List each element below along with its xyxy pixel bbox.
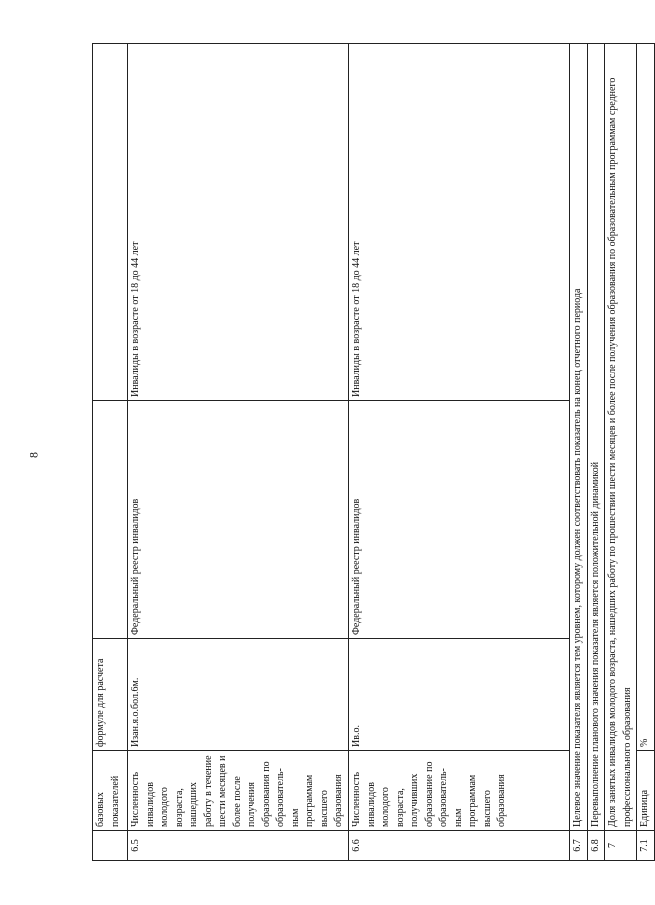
- header-num: [93, 831, 128, 861]
- indicator-name: Численность инвалидов молодого возраста, нашедших работу в течение шести месяцев и более после получения образования по образователь-ным программам высшего образования: [128, 751, 349, 831]
- header-source: [93, 401, 128, 639]
- indicator-name: Численность инвалидов молодого возраста, получивших образование по образователь-ным программам высшего образования: [349, 751, 570, 831]
- table-header-row: [93, 44, 128, 861]
- row-number: 6.6: [349, 831, 570, 861]
- rotated-table-container: [92, 44, 650, 861]
- table-row: [587, 44, 605, 861]
- row-text: Доля занятых инвалидов молодого возраста, нашедших работу по прошествии шести месяцев и более после получения образования по образовательным программам среднего профессионального образования: [605, 44, 637, 831]
- indicator-formula: Ив.о.: [349, 639, 570, 751]
- table-row: [349, 44, 570, 861]
- indicator-formula: Изан.я.о.бол.6м.: [128, 639, 349, 751]
- header-formula: формуле для расчета: [93, 639, 128, 751]
- unit-label: Единица: [637, 751, 655, 831]
- row-text: Целевое значение показателя является тем уровнем, которому должен соответствовать показатель на конец отчетного периода: [570, 44, 588, 831]
- table-row: [605, 44, 637, 861]
- table-row: [128, 44, 349, 861]
- row-number: 7.1: [637, 831, 655, 861]
- header-name: базовых показателей: [93, 751, 128, 831]
- table-row: [637, 44, 655, 861]
- table-row: [570, 44, 588, 861]
- indicator-note: Инвалиды в возрасте от 18 до 44 лет: [128, 44, 349, 401]
- header-note: [93, 44, 128, 401]
- indicator-table: [92, 43, 655, 861]
- row-number: 6.7: [570, 831, 588, 861]
- page-number: 8: [26, 452, 41, 458]
- row-text: Перевыполнение планового значения показателя является положительной динамикой: [587, 44, 605, 831]
- row-number: 6.5: [128, 831, 349, 861]
- unit-value: %: [637, 44, 655, 751]
- row-number: 7: [605, 831, 637, 861]
- row-number: 6.8: [587, 831, 605, 861]
- indicator-note: Инвалиды в возрасте от 18 до 44 лет: [349, 44, 570, 401]
- indicator-source: Федеральный реестр инвалидов: [349, 401, 570, 639]
- indicator-source: Федеральный реестр инвалидов: [128, 401, 349, 639]
